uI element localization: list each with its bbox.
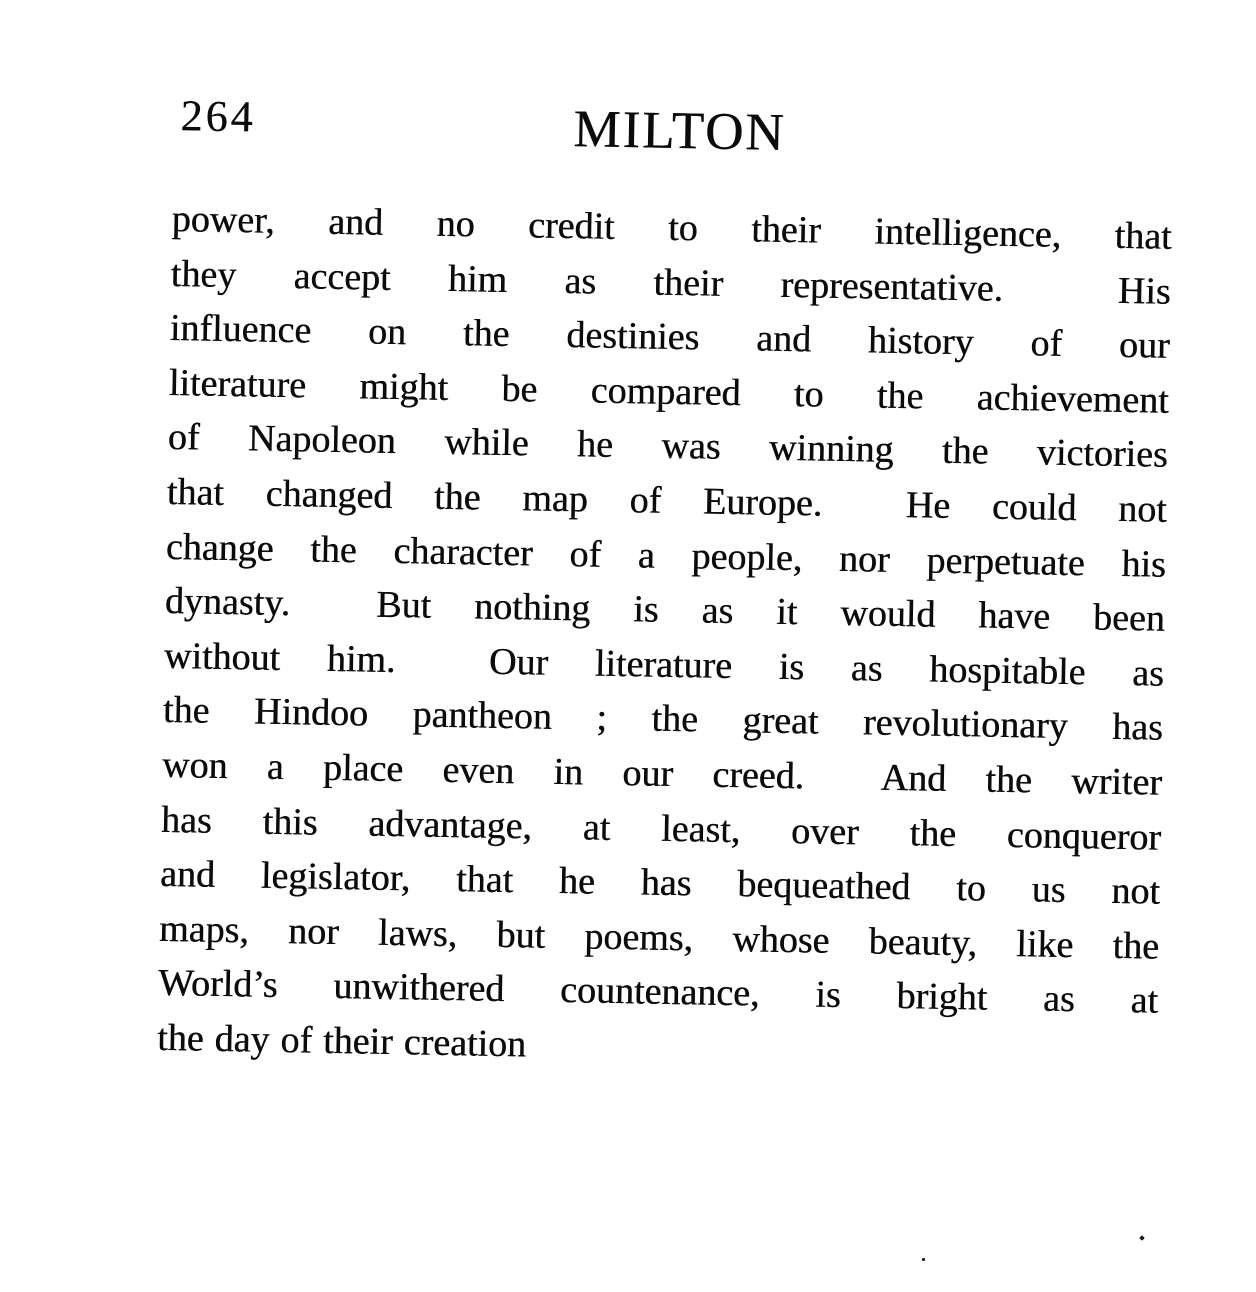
- body-line: and legislator, that he has bequeathed to us not: [159, 853, 1161, 913]
- body-line: that changed the map of Europe. He could not: [166, 470, 1168, 531]
- page-number: 264: [180, 91, 257, 142]
- body-line: without him. Our literature is as hospitable as: [163, 634, 1165, 695]
- body-line: dynasty. But nothing is as it would have been: [164, 580, 1166, 640]
- body-line: of Napoleon while he was winning the victories: [167, 416, 1169, 477]
- body-line: influence on the destinies and history of our: [169, 307, 1171, 367]
- body-line: change the character of a people, nor perpetuate his: [165, 525, 1167, 586]
- body-text: [157, 192, 1172, 1083]
- body-line: won a place even in our creed. And the writer: [161, 743, 1163, 804]
- body-line: the Hindoo pantheon ; the great revolutionary has: [162, 689, 1164, 750]
- body-line: maps, nor laws, but poems, whose beauty, like the: [158, 907, 1160, 968]
- running-header-title: MILTON: [572, 100, 787, 162]
- body-line: World’s unwithered countenance, is bright as at: [157, 962, 1159, 1022]
- body-line: they accept him as their representative. His: [170, 252, 1171, 313]
- body-line: power, and no credit to their intelligence, that: [171, 198, 1172, 258]
- body-line: the day of their creation: [156, 1016, 527, 1066]
- scan-speck: [922, 1258, 925, 1261]
- body-line: literature might be compared to the achievement: [168, 361, 1170, 422]
- body-line: has this advantage, at least, over the conqueror: [160, 798, 1162, 859]
